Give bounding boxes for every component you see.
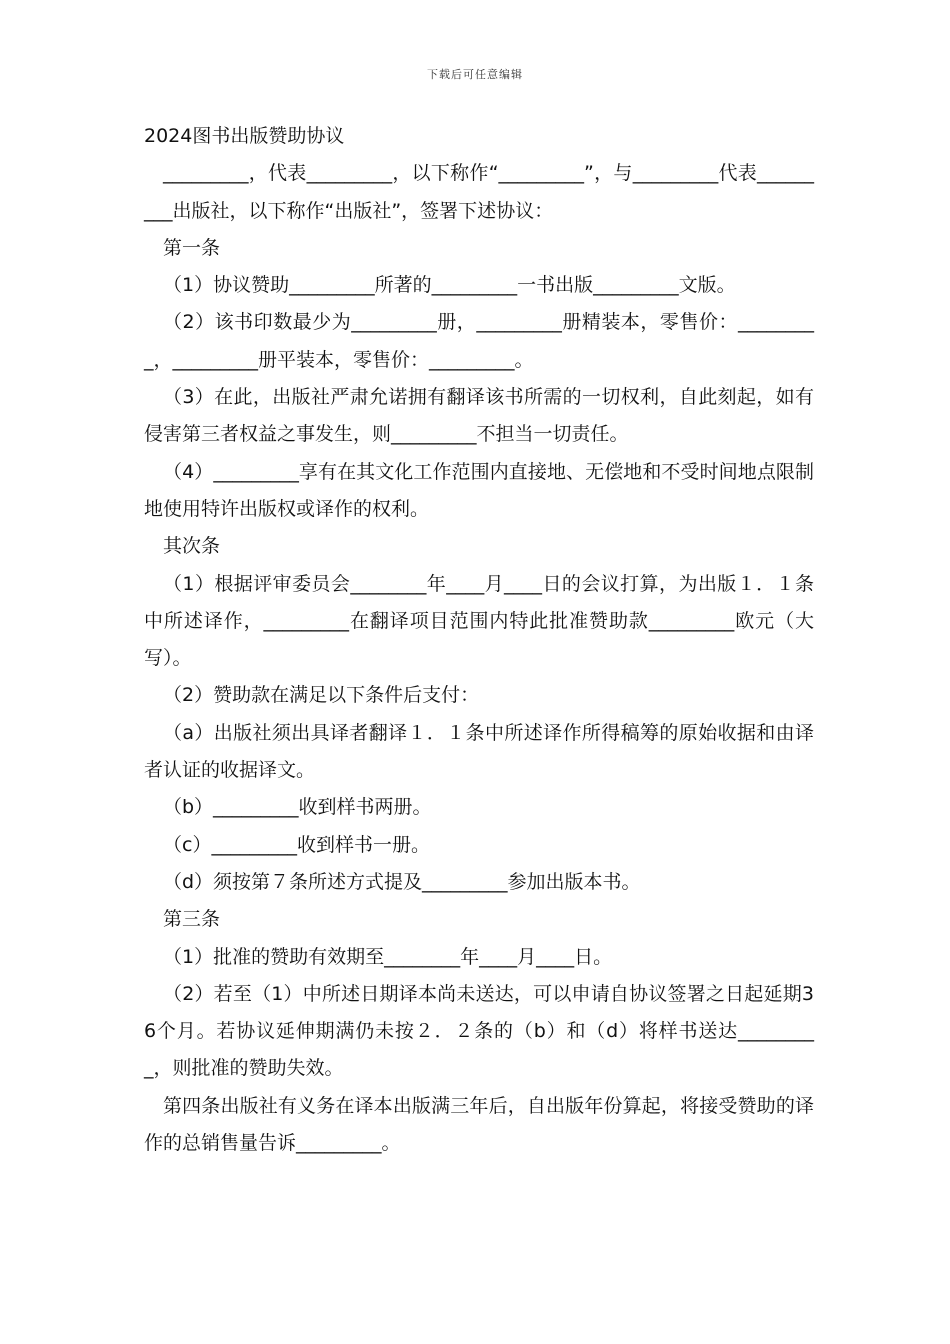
document-body <box>144 118 814 1162</box>
article-3-heading: 第三条 <box>163 908 221 931</box>
article-1-heading: 第一条 <box>163 236 221 259</box>
article-2-item-d: （d）须按第７条所述方式提及_________参加出版本书。 <box>163 870 641 893</box>
article-4-paragraph: 第四条出版社有义务在译本出版满三年后，自出版年份算起，将接受赞助的译作的总销售量告诉_________。 <box>144 1094 814 1155</box>
article-1-clause-4: （4）_________享有在其文化工作范围内直接地、无偿地和不受时间地点限制地使用特许出版权或译作的权利。 <box>144 460 814 520</box>
article-2-item-a: （a）出版社须出具译者翻译１．１条中所述译作所得稿筹的原始收据和由译者认证的收据译文。 <box>144 721 814 782</box>
article-2-item-b: （b）_________收到样书两册。 <box>163 796 432 819</box>
article-2-item-c: （c）_________收到样书一册。 <box>163 833 430 856</box>
article-2-heading: 其次条 <box>163 535 221 558</box>
header-note: 下载后可任意编辑 <box>427 68 523 81</box>
article-2-clause-1: （1）根据评审委员会________年____月____日的会议打算，为出版１．１条中所述译作，_________在翻译项目范围内特此批准赞助款_________欧元（大写）。 <box>144 572 814 670</box>
preamble-paragraph: _________，代表_________，以下称作“_________”，与_________代表_________出版社，以下称作“出版社”，签署下述协议： <box>144 162 814 222</box>
article-1-clause-3: （3）在此，出版社严肃允诺拥有翻译该书所需的一切权利，自此刻起，如有侵害第三者权益之事发生，则_________不担当一切责任。 <box>144 386 814 446</box>
article-1-clause-1: （1）协议赞助_________所著的_________一书出版_________文版。 <box>163 274 736 297</box>
article-2-clause-2: （2）赞助款在满足以下条件后支付： <box>163 684 480 707</box>
article-3-clause-2: （2）若至（1）中所述日期译本尚未送达，可以申请自协议签署之日起延期36个月。若协议延伸期满仍未按２．２条的（b）和（d）将样书送达_________，则批准的赞助失效。 <box>144 982 814 1080</box>
document-title: 2024图书出版赞助协议 <box>144 125 345 147</box>
article-3-clause-1: （1）批准的赞助有效期至________年____月____日。 <box>163 945 613 968</box>
article-1-clause-2: （2）该书印数最少为_________册，_________册精装本，零售价：_________，_________册平装本，零售价：_________。 <box>144 311 814 371</box>
